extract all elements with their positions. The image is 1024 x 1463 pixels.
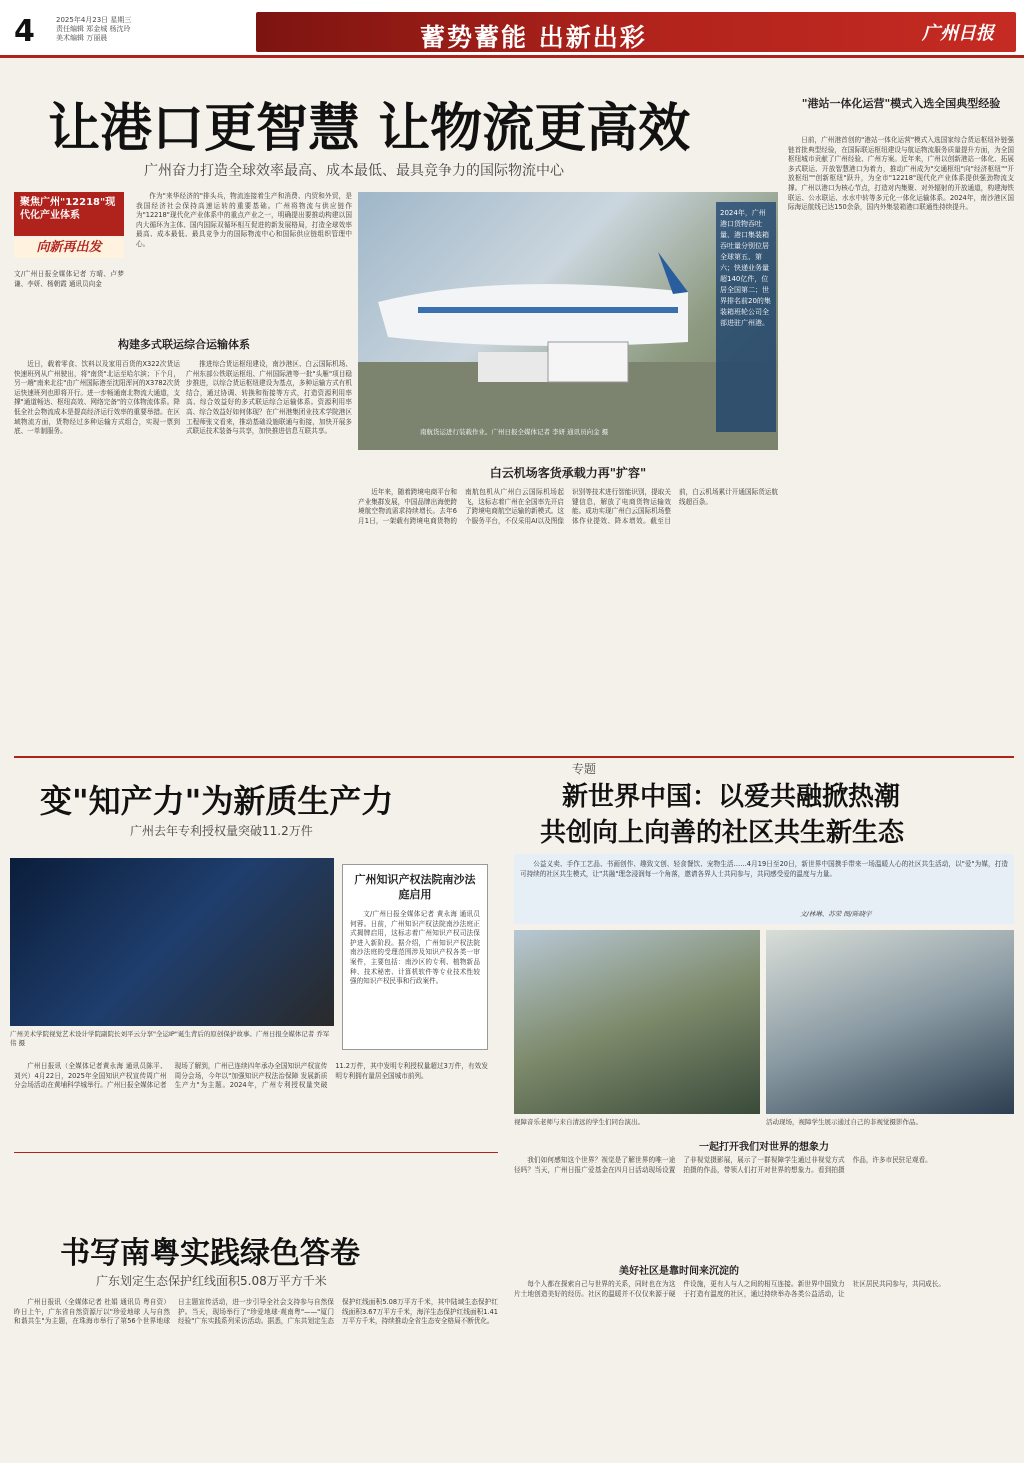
community-headline-1: 新世界中国：以爱共融掀热潮 (562, 782, 901, 812)
lead-headline: 让港口更智慧 让物流更高效 (48, 98, 691, 159)
section-heading: 构建多式联运综合运输体系 (118, 338, 250, 351)
concert-photo (514, 930, 760, 1114)
series-tag: 向新再出发 (14, 238, 124, 258)
ip-photo-caption: 广州美术学院视觉艺术设计学院副院长刘平云分享"全运IP"诞生背后的原创保护故事。广州日报全媒体记者 乔军伟 摄 (10, 1030, 330, 1047)
side-byline: 文/广州日报全媒体记者 方晴、卢梦谦、李妍、杨朝霞 通讯员向金 (14, 270, 124, 288)
section-divider (14, 756, 1014, 758)
concert-caption: 视障音乐老师与来自清远的学生们同台演出。 (514, 1118, 644, 1126)
topic-tag: 专题 (572, 762, 597, 776)
newspaper-logo: 广州日报 (922, 23, 994, 44)
lead-subheadline: 广州奋力打造全球效率最高、成本最低、最具竞争力的国际物流中心 (144, 163, 564, 179)
ip-subheadline: 广州去年专利授权量突破11.2万件 (130, 824, 313, 838)
editor-info (56, 16, 131, 43)
ip-box-body: 文/广州日报全媒体记者 黄永海 通讯员 何蓉。日前，广州知识产权法院南沙法庭正式揭牌启用，这标志着广州知识产权司法保护进入新阶段。据介绍，广州知识产权法院南沙法庭的受理范围涉及知识产权各类一审案件，主要包括：南沙区的专利、植物新品种、技术秘密、计算机软件等专业技术性较强的知识产权民事和行政案件。 (350, 910, 480, 986)
green-headline: 书写南粤实践绿色答卷 (60, 1236, 360, 1271)
date-line: 2025年4月23日 星期三 (56, 16, 132, 24)
photo-section-title: 白云机场客货承载力再"扩容" (489, 466, 647, 480)
community-section1-body: 我们如何感知这个世界？视觉是了解世界的唯一途径吗？当天，广州日报广爱基金在四月日活动现场设置了非视觉摄影展，展示了一群视障学生通过非视觉方式拍摄的作品，带领人们打开对世界的想象力。看到拍摄作品，许多市民驻足观看。 (514, 1156, 932, 1174)
community-section2-body: 每个人都在探索自己与世界的关系，同时也在为这片土地创造美好的经历。社区的温暖并不仅仅来源于硬件设施，更有人与人之间的相互连接。新世界中国致力于打造有温度的社区，通过持续举办各类公益活动，让社区居民共同参与，共同成长。 (514, 1280, 945, 1298)
lead-body-1: 近日，载着零食、饮料以及家用百货的X322次货运快速班列从广州驶出，将"南货"北运至哈尔滨；下个月，另一趟"南来北往"由广州国际港至沈阳浑河的X3782次货运快速班列也即将开行。进一步畅通南北物流大通道，支撑"通道畅达、枢纽高效、网络完备"的立体物流体系。降低全社会物流成本是提高经济运行效率的重要举措。在区域物流方面，货物经过多种运输方式组合，实现一票到底、一单制服务。 (14, 360, 180, 436)
ip-photo (10, 858, 334, 1026)
cargo-photo (358, 192, 778, 450)
ip-body: 广州日报讯（全媒体记者黄永海 通讯员陈平、刘兴）4月22日，2025年全国知识产权宣传周广州分会场活动在黄埔科学城举行。广州日报全媒体记者现场了解到，广州已连续四年承办全国知识产权宣传周分会场，今年以"加强知识产权法治保障 发展新质生产力"为主题。2024年，广州专利授权量突破11.2万件，其中发明专利授权量超过3万件，有效发明专利拥有量居全国城市前列。 (14, 1062, 488, 1090)
right-body: 日前，广州港首创的"港站一体化运营"模式入选国家综合货运枢纽补链强链首批典型经验，在国际联运枢纽建设与航运物流服务质量提升方面，为全国枢纽城市贡献了广州经验、广州方案。近年来，广州以创新港站一体化、拓展多式联运、开放智慧港口为着力，推动广州成为"交通枢纽"向"经济枢纽""开放枢纽""创新枢纽"跃升，为全市"12218"现代化产业体系提供强劲物流支撑。广州以港口为核心节点，打造对内集聚、对外辐射的开放通道，构建海铁联运、公水联运、水水中转等多元化一体化运输体系。2024年，南沙港区国际海运航线已达150余条，国内外集装箱港口联通性持续提升。 (788, 136, 1014, 212)
section-divider-left (14, 1152, 498, 1153)
series-title: 聚焦广州"12218"现代化产业体系 (14, 192, 124, 236)
section-title: 蓄势蓄能 出新出彩 (420, 23, 647, 52)
photo-section-body: 近年来，随着跨境电商平台和产业集群发展，中国品牌出海使跨境航空物流需求持续增长。去年6月1日，一架载有跨境电商货物的南航包机从广州白云国际机场起飞，这标志着广州在全国率先开启了跨境电商航空运输的新模式。这个服务平台，不仅采用AI以及图像识别等技术进行智能识别，提取关键信息，解放了电商货物运输效能。成功实现广州白云国际机场整体作业提效、降本增效。截至目前，白云机场累计开通国际货运航线超百条。 (358, 488, 778, 525)
community-section1-title: 一起打开我们对世界的想象力 (699, 1142, 829, 1153)
editor-line: 责任编辑 郑金城 杨沈玲 (56, 25, 131, 33)
community-headline-2: 共创向上向善的社区共生新生态 (540, 818, 905, 848)
ip-headline: 变"知产力"为新质生产力 (40, 782, 394, 820)
stats-overlay: 2024年，广州港口货物吞吐量、港口集装箱吞吐量分别位居全球第五、第六；快递业务量超140亿件，位居全国第二；世界排名前20的集装箱班轮公司全部进驻广州港。 (716, 202, 776, 432)
community-byline: 文/林琳、苏荣 图/陈晓宇 (800, 910, 872, 918)
lead-intro: 作为"来华经济的"排头兵，物流连接着生产和消费、内贸和外贸，是我国经济社会保持高速运转的重要基础。广州将物流与供应链作为"12218"现代化产业体系中的重点产业之一，明确提出要推动构建以国内大循环为主体、国内国际双循环相互促进的新发展格局，打造全球效率最高、成本最低、最具竞争力的国际物流中心和国际供应链组织管理中心。 (136, 192, 352, 248)
exhibit-photo (766, 930, 1014, 1114)
exhibit-caption: 活动现场，视障学生展示通过自己的非视觉摄影作品。 (766, 1118, 922, 1126)
community-intro: 公益义卖、手作工艺品、书画创作、趣致文创、轻食餐饮、宠物生活……4月19日至20日，新世界中国携手带来一场温暖人心的社区共生活动，以"爱"为媒，打造可持续的社区共生模式，让"共融"理念浸润每一个角落，邀请各界人士共同参与，共同感受爱的温度与力量。 (520, 860, 1008, 878)
page-number: 4 (14, 14, 35, 49)
photo-caption: 南航货运进行装载作业。广州日报全媒体记者 李妍 通讯员向金 摄 (420, 428, 609, 436)
green-subheadline: 广东划定生态保护红线面积5.08万平方千米 (96, 1274, 327, 1288)
lead-body-2: 推进综合货运枢纽建设，南沙港区、白云国际机场、广州东部公铁联运枢纽、广州国际港等一批"头雁"项目稳步推进，以综合货运枢纽建设为基点，多种运输方式有机结合，通过协调、转换和衔接等方式，打造资源利用率高、综合效益好的多式联运综合运输体系。资源利用率高、综合效益好如何体现？在广州港集团业技术学院港区工程师张文看来，推动基础设施联通与衔接，加快开展多式联运技术装备与共享，加快推进信息互联共享。 (186, 360, 352, 436)
ip-box-title: 广州知识产权法院南沙法庭启用 (354, 873, 476, 901)
community-section2-title: 美好社区是靠时间来沉淀的 (619, 1266, 739, 1277)
art-editor-line: 美术编辑 万丽晨 (56, 34, 108, 42)
airplane-illustration (358, 192, 778, 450)
green-body: 广州日报讯（全媒体记者 杜娟 通讯员 粤自资）昨日上午，广东省自然资源厅以"珍爱地球 人与自然和谐共生"为主题，在珠海市举行了第56个世界地球日主题宣传活动，进一步引导全社会支持参与自然保护。当天，现场举行了"珍爱地球·观南粤"——"厦门经验"广东实践系列采访活动。据悉，广东共划定生态保护红线面积5.08万平方千米，其中陆域生态保护红线面积3.67万平方千米，海洋生态保护红线面积1.41万平方千米，持续推动全省生态安全格局不断优化。 (14, 1298, 498, 1326)
right-headline: "港站一体化运营"模式入选全国典型经验 (801, 97, 1001, 110)
